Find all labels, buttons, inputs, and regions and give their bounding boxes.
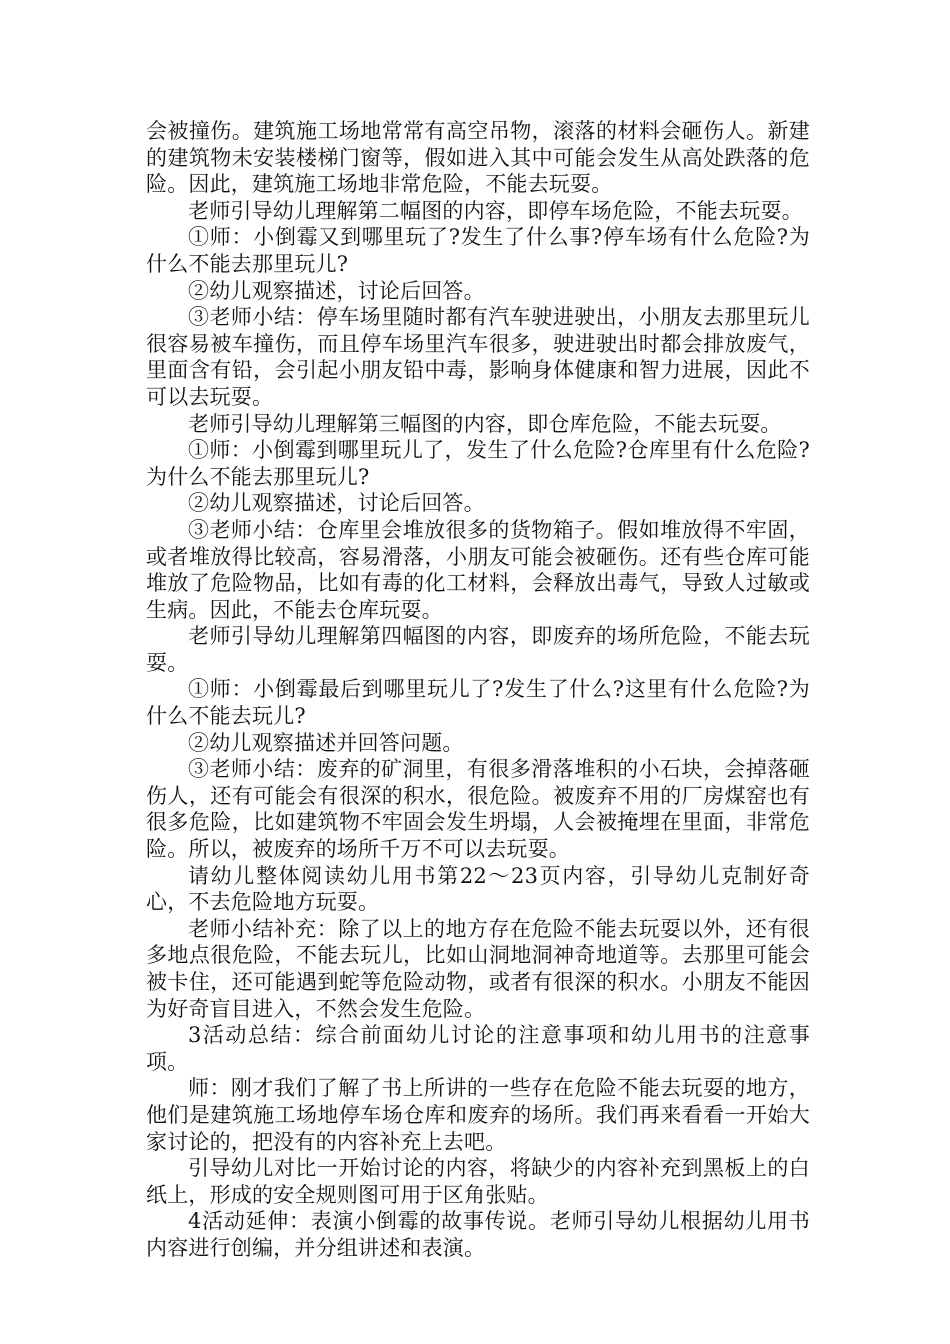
paragraph: 老师小结补充：除了以上的地方存在危险不能去玩耍以外，还有很多地点很危险，不能去玩儿，比如山洞地洞神奇地道等。去那里可能会被卡住，还可能遇到蛇等危险动物，或者有很深的积水。小朋友不能因为好奇盲目进入，不然会发生危险。 [146, 916, 810, 1021]
paragraph: ③老师小结：废弃的矿洞里，有很多滑落堆积的小石块，会掉落砸伤人，还有可能会有很深的积水，很危险。被废弃不用的厂房煤窑也有很多危险，比如建筑物不牢固会发生坍塌，人会被掩埋在里面，非常危险。所以，被废弃的场所千万不可以去玩耍。 [146, 757, 810, 862]
paragraph: 师：刚才我们了解了书上所讲的一些存在危险不能去玩耍的地方，他们是建筑施工场地停车场仓库和废弃的场所。我们再来看看一开始大家讨论的，把没有的内容补充上去吧。 [146, 1076, 810, 1154]
paragraph: ②幼儿观察描述，讨论后回答。 [188, 278, 485, 303]
paragraph: ③老师小结：仓库里会堆放很多的货物箱子。假如堆放得不牢固，或者堆放得比较高，容易滑落，小朋友可能会被砸伤。还有些仓库可能堆放了危险物品，比如有毒的化工材料，会释放出毒气，导致人过敏或生病。因此，不能去仓库玩耍。 [146, 517, 810, 622]
paragraph: 老师引导幼儿理解第四幅图的内容，即废弃的场所危险，不能去玩耍。 [146, 624, 810, 675]
paragraph: ①师：小倒霉最后到哪里玩儿了?发生了什么?这里有什么危险?为什么不能去玩儿? [146, 677, 810, 729]
paragraph: ①师：小倒霉又到哪里玩了?发生了什么事?停车场有什么危险?为什么不能去那里玩儿? [146, 225, 810, 276]
document-body [146, 118, 810, 1262]
paragraph: 老师引导幼儿理解第二幅图的内容，即停车场危险，不能去玩耍。 [188, 198, 803, 223]
paragraph: 4活动延伸：表演小倒霉的故事传说。老师引导幼儿根据幼儿用书内容进行创编，并分组讲述和表演。 [146, 1209, 810, 1260]
paragraph: ②幼儿观察描述，讨论后回答。 [188, 491, 485, 516]
paragraph: ①师：小倒霉到哪里玩儿了，发生了什么危险?仓库里有什么危险?为什么不能去那里玩儿? [146, 438, 810, 489]
paragraph: ②幼儿观察描述并回答问题。 [188, 730, 464, 755]
paragraph: ③老师小结：停车场里随时都有汽车驶进驶出，小朋友去那里玩儿很容易被车撞伤，而且停车场里汽车很多，驶进驶出时都会排放废气，里面含有铅，会引起小朋友铅中毒，影响身体健康和智力进展，因此不可以去玩耍。 [146, 305, 810, 409]
paragraph: 3活动总结：综合前面幼儿讨论的注意事项和幼儿用书的注意事项。 [146, 1023, 810, 1074]
paragraph: 老师引导幼儿理解第三幅图的内容，即仓库危险，不能去玩耍。 [188, 411, 782, 436]
paragraph: 请幼儿整体阅读幼儿用书第22～23页内容，引导幼儿克制好奇心，不去危险地方玩耍。 [146, 863, 810, 915]
paragraph-continuation: 会被撞伤。建筑施工场地常常有高空吊物，滚落的材料会砸伤人。新建的建筑物未安装楼梯门窗等，假如进入其中可能会发生从高处跌落的危险。因此，建筑施工场地非常危险，不能去玩耍。 [146, 119, 810, 197]
paragraph: 引导幼儿对比一开始讨论的内容，将缺少的内容补充到黑板上的白纸上，形成的安全规则图可用于区角张贴。 [146, 1156, 810, 1207]
